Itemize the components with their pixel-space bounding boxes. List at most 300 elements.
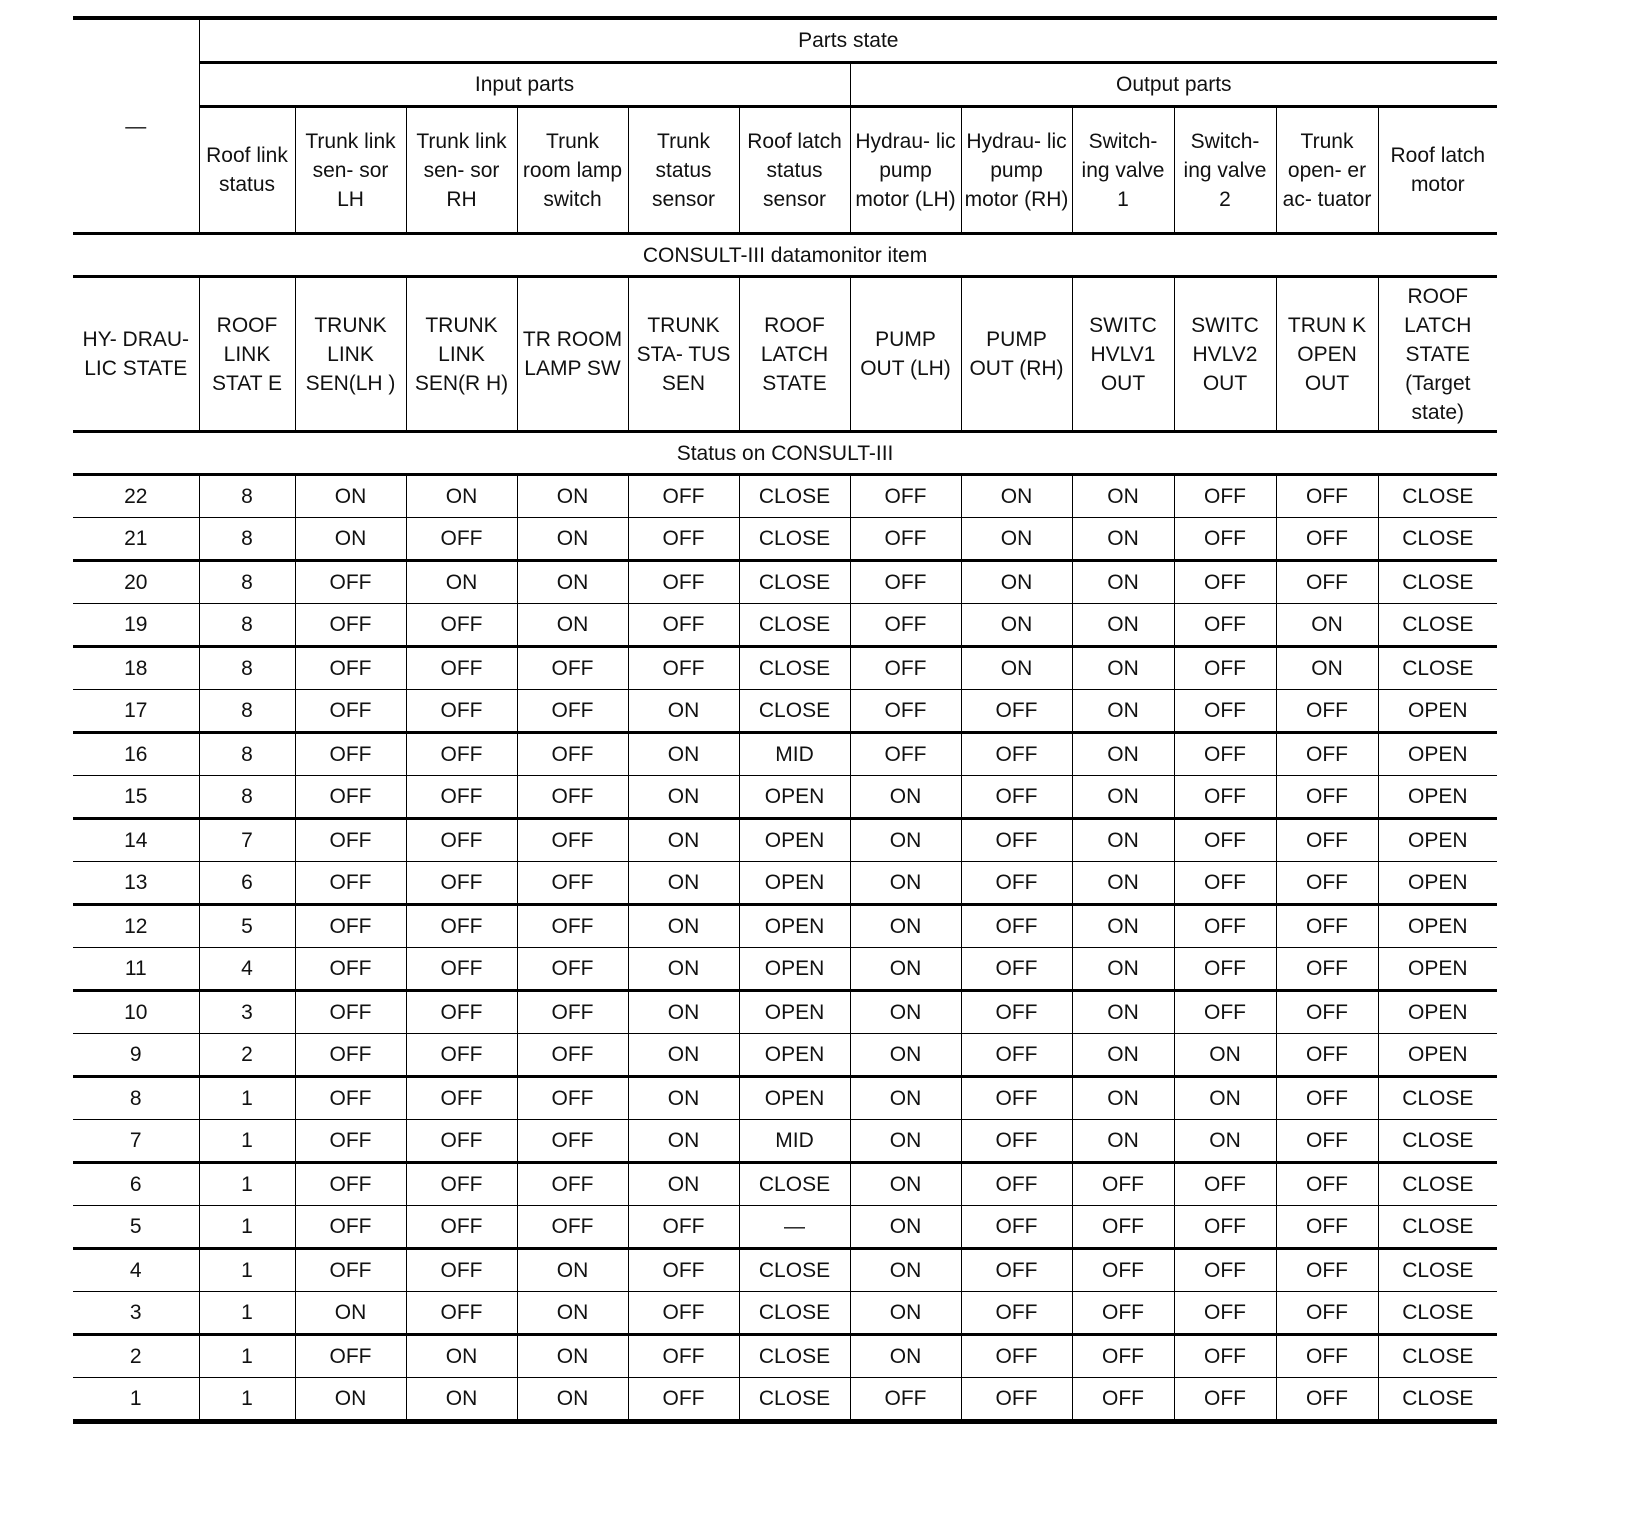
status-cell: CLOSE bbox=[739, 518, 850, 561]
status-cell: OPEN bbox=[1378, 948, 1497, 991]
status-cell: OFF bbox=[1276, 561, 1378, 604]
status-cell: 1 bbox=[199, 1249, 295, 1292]
part-name-header: Trunk link sen- sor LH bbox=[295, 107, 406, 234]
status-cell: OPEN bbox=[1378, 1034, 1497, 1077]
part-name-header: Roof latch motor bbox=[1378, 107, 1497, 234]
status-cell: ON bbox=[961, 518, 1072, 561]
status-cell: OPEN bbox=[739, 905, 850, 948]
status-cell: CLOSE bbox=[739, 1249, 850, 1292]
status-cell: ON bbox=[1072, 1120, 1174, 1163]
status-section-label: Status on CONSULT-III bbox=[73, 432, 1497, 475]
table-row bbox=[73, 1378, 1497, 1422]
status-cell: CLOSE bbox=[739, 561, 850, 604]
part-name-header: Trunk room lamp switch bbox=[517, 107, 628, 234]
status-cell: CLOSE bbox=[1378, 1163, 1497, 1206]
status-cell: OFF bbox=[295, 647, 406, 690]
status-cell: CLOSE bbox=[739, 475, 850, 518]
status-cell: CLOSE bbox=[1378, 1120, 1497, 1163]
status-cell: OFF bbox=[517, 1120, 628, 1163]
status-cell: ON bbox=[406, 475, 517, 518]
status-cell: OFF bbox=[1276, 1378, 1378, 1422]
status-cell: CLOSE bbox=[739, 1335, 850, 1378]
status-cell: OFF bbox=[406, 862, 517, 905]
status-cell: ON bbox=[628, 991, 739, 1034]
status-cell: ON bbox=[517, 604, 628, 647]
status-cell: OFF bbox=[1174, 1163, 1276, 1206]
status-cell: OFF bbox=[1276, 1034, 1378, 1077]
table-row bbox=[73, 1335, 1497, 1378]
status-cell: OPEN bbox=[739, 819, 850, 862]
status-cell: OFF bbox=[850, 690, 961, 733]
hydraulic-state-cell: 15 bbox=[73, 776, 199, 819]
status-cell: OFF bbox=[1072, 1292, 1174, 1335]
status-cell: OFF bbox=[517, 1163, 628, 1206]
status-cell: OFF bbox=[1174, 518, 1276, 561]
status-cell: OFF bbox=[961, 1292, 1072, 1335]
status-cell: CLOSE bbox=[1378, 475, 1497, 518]
output-parts-header: Output parts bbox=[850, 63, 1497, 107]
hydraulic-state-cell: 17 bbox=[73, 690, 199, 733]
status-cell: OFF bbox=[961, 1206, 1072, 1249]
status-cell: OFF bbox=[961, 819, 1072, 862]
table-row bbox=[73, 561, 1497, 604]
status-cell: OFF bbox=[517, 862, 628, 905]
status-cell: OFF bbox=[406, 1292, 517, 1335]
datamonitor-item-header: TRUNK LINK SEN(R H) bbox=[406, 277, 517, 432]
status-cell: OFF bbox=[1276, 1163, 1378, 1206]
hydraulic-state-cell: 20 bbox=[73, 561, 199, 604]
status-cell: ON bbox=[628, 819, 739, 862]
status-cell: OFF bbox=[406, 1077, 517, 1120]
status-cell: OFF bbox=[295, 733, 406, 776]
hydraulic-state-cell: 6 bbox=[73, 1163, 199, 1206]
status-cell: ON bbox=[517, 518, 628, 561]
status-cell: OFF bbox=[850, 733, 961, 776]
status-cell: 1 bbox=[199, 1206, 295, 1249]
status-cell: OFF bbox=[1276, 1335, 1378, 1378]
status-cell: OFF bbox=[406, 1034, 517, 1077]
status-cell: 8 bbox=[199, 561, 295, 604]
status-cell: CLOSE bbox=[1378, 1335, 1497, 1378]
status-cell: OFF bbox=[1276, 690, 1378, 733]
status-cell: ON bbox=[406, 1335, 517, 1378]
status-cell: OFF bbox=[406, 776, 517, 819]
status-cell: OFF bbox=[1276, 733, 1378, 776]
status-cell: OPEN bbox=[739, 1034, 850, 1077]
status-cell: CLOSE bbox=[1378, 1077, 1497, 1120]
status-cell: OFF bbox=[1174, 1335, 1276, 1378]
status-cell: 8 bbox=[199, 604, 295, 647]
status-cell: OPEN bbox=[1378, 776, 1497, 819]
status-cell: ON bbox=[1072, 1034, 1174, 1077]
status-cell: ON bbox=[295, 518, 406, 561]
table-row bbox=[73, 733, 1497, 776]
status-cell: OFF bbox=[295, 1206, 406, 1249]
status-cell: OPEN bbox=[739, 862, 850, 905]
part-name-header: Hydrau- lic pump motor (LH) bbox=[850, 107, 961, 234]
status-cell: OFF bbox=[406, 1163, 517, 1206]
status-cell: ON bbox=[850, 1249, 961, 1292]
status-cell: OFF bbox=[850, 604, 961, 647]
status-cell: ON bbox=[517, 1335, 628, 1378]
status-cell: ON bbox=[850, 1120, 961, 1163]
status-cell: OFF bbox=[1072, 1249, 1174, 1292]
status-cell: CLOSE bbox=[739, 647, 850, 690]
status-cell: OFF bbox=[628, 1335, 739, 1378]
hydraulic-state-cell: 7 bbox=[73, 1120, 199, 1163]
status-cell: OFF bbox=[406, 819, 517, 862]
hydraulic-state-table-container bbox=[73, 16, 1497, 1424]
status-cell: 1 bbox=[199, 1077, 295, 1120]
status-cell: OFF bbox=[628, 561, 739, 604]
part-name-header: Trunk link sen- sor RH bbox=[406, 107, 517, 234]
status-cell: CLOSE bbox=[1378, 1206, 1497, 1249]
status-cell: OFF bbox=[295, 561, 406, 604]
status-cell: ON bbox=[628, 1034, 739, 1077]
status-cell: ON bbox=[850, 1077, 961, 1120]
status-cell: ON bbox=[628, 1077, 739, 1120]
status-cell: ON bbox=[517, 1249, 628, 1292]
status-cell: OFF bbox=[961, 1120, 1072, 1163]
datamonitor-section-label: CONSULT-III datamonitor item bbox=[73, 234, 1497, 277]
corner-cell: — bbox=[73, 18, 199, 234]
input-parts-header: Input parts bbox=[199, 63, 850, 107]
status-cell: MID bbox=[739, 733, 850, 776]
status-cell: OFF bbox=[1276, 905, 1378, 948]
status-cell: CLOSE bbox=[1378, 518, 1497, 561]
status-cell: CLOSE bbox=[1378, 604, 1497, 647]
status-cell: OFF bbox=[1174, 1206, 1276, 1249]
status-cell: OFF bbox=[295, 1120, 406, 1163]
status-cell: OFF bbox=[1072, 1335, 1174, 1378]
status-cell: OFF bbox=[1174, 690, 1276, 733]
status-cell: OFF bbox=[1174, 733, 1276, 776]
status-cell: OFF bbox=[628, 1378, 739, 1422]
status-cell: OFF bbox=[961, 690, 1072, 733]
hydraulic-state-cell: 21 bbox=[73, 518, 199, 561]
status-cell: OFF bbox=[1276, 776, 1378, 819]
status-cell: OFF bbox=[961, 991, 1072, 1034]
status-cell: 8 bbox=[199, 776, 295, 819]
status-cell: OFF bbox=[1174, 647, 1276, 690]
status-cell: OFF bbox=[961, 1335, 1072, 1378]
status-cell: OFF bbox=[1174, 905, 1276, 948]
status-cell: ON bbox=[961, 604, 1072, 647]
status-cell: OFF bbox=[1174, 1292, 1276, 1335]
hydraulic-state-cell: 4 bbox=[73, 1249, 199, 1292]
status-cell: OPEN bbox=[1378, 862, 1497, 905]
status-cell: OFF bbox=[628, 518, 739, 561]
status-cell: ON bbox=[1072, 475, 1174, 518]
status-cell: OPEN bbox=[739, 1077, 850, 1120]
status-cell: OFF bbox=[406, 1249, 517, 1292]
status-cell: ON bbox=[1072, 561, 1174, 604]
status-cell: OFF bbox=[961, 948, 1072, 991]
datamonitor-item-header: TRUNK LINK SEN(LH ) bbox=[295, 277, 406, 432]
status-cell: 5 bbox=[199, 905, 295, 948]
status-cell: OFF bbox=[850, 475, 961, 518]
status-cell: OFF bbox=[295, 690, 406, 733]
hydraulic-state-cell: 10 bbox=[73, 991, 199, 1034]
hydraulic-state-cell: 14 bbox=[73, 819, 199, 862]
status-cell: ON bbox=[850, 1292, 961, 1335]
datamonitor-item-header: SWITC HVLV1 OUT bbox=[1072, 277, 1174, 432]
status-cell: ON bbox=[406, 1378, 517, 1422]
status-cell: ON bbox=[628, 776, 739, 819]
status-cell: ON bbox=[628, 948, 739, 991]
table-row bbox=[73, 690, 1497, 733]
status-cell: OFF bbox=[295, 819, 406, 862]
status-cell: 1 bbox=[199, 1120, 295, 1163]
status-cell: OFF bbox=[1174, 862, 1276, 905]
part-name-header: Switch- ing valve 1 bbox=[1072, 107, 1174, 234]
table-row bbox=[73, 991, 1497, 1034]
status-cell: OFF bbox=[406, 991, 517, 1034]
status-cell: CLOSE bbox=[739, 1292, 850, 1335]
part-name-header: Roof link status bbox=[199, 107, 295, 234]
status-cell: 1 bbox=[199, 1378, 295, 1422]
status-cell: ON bbox=[1174, 1120, 1276, 1163]
status-cell: OPEN bbox=[1378, 905, 1497, 948]
status-cell: OFF bbox=[1174, 475, 1276, 518]
table-row bbox=[73, 1120, 1497, 1163]
status-cell: OPEN bbox=[739, 991, 850, 1034]
part-name-header: Switch- ing valve 2 bbox=[1174, 107, 1276, 234]
status-cell: ON bbox=[850, 819, 961, 862]
status-cell: 8 bbox=[199, 733, 295, 776]
hydraulic-state-cell: 13 bbox=[73, 862, 199, 905]
status-cell: 8 bbox=[199, 647, 295, 690]
status-cell: OFF bbox=[628, 475, 739, 518]
status-cell: — bbox=[739, 1206, 850, 1249]
status-cell: ON bbox=[1072, 862, 1174, 905]
status-cell: OFF bbox=[295, 1163, 406, 1206]
status-cell: OFF bbox=[961, 1163, 1072, 1206]
status-cell: OFF bbox=[406, 604, 517, 647]
hydraulic-state-cell: 12 bbox=[73, 905, 199, 948]
hydraulic-state-cell: 22 bbox=[73, 475, 199, 518]
status-cell: OFF bbox=[850, 561, 961, 604]
status-cell: OFF bbox=[1174, 991, 1276, 1034]
table-row bbox=[73, 1034, 1497, 1077]
status-cell: OFF bbox=[406, 1206, 517, 1249]
datamonitor-item-header: TRUNK STA- TUS SEN bbox=[628, 277, 739, 432]
parts-state-header: Parts state bbox=[199, 18, 1497, 63]
hydraulic-state-cell: 16 bbox=[73, 733, 199, 776]
status-cell: OFF bbox=[517, 776, 628, 819]
status-cell: OPEN bbox=[1378, 690, 1497, 733]
status-cell: OFF bbox=[1174, 604, 1276, 647]
table-row bbox=[73, 475, 1497, 518]
status-cell: OFF bbox=[517, 1034, 628, 1077]
status-cell: OFF bbox=[406, 518, 517, 561]
status-cell: OFF bbox=[295, 1034, 406, 1077]
status-cell: 1 bbox=[199, 1163, 295, 1206]
status-cell: ON bbox=[850, 776, 961, 819]
status-cell: CLOSE bbox=[1378, 1378, 1497, 1422]
status-cell: ON bbox=[1276, 647, 1378, 690]
status-cell: ON bbox=[961, 475, 1072, 518]
status-cell: ON bbox=[628, 905, 739, 948]
status-cell: OFF bbox=[295, 604, 406, 647]
status-cell: OFF bbox=[850, 1378, 961, 1422]
status-cell: OFF bbox=[961, 733, 1072, 776]
status-cell: OFF bbox=[1276, 991, 1378, 1034]
status-cell: OFF bbox=[1276, 1206, 1378, 1249]
status-cell: OFF bbox=[628, 1206, 739, 1249]
status-cell: ON bbox=[961, 561, 1072, 604]
hydraulic-state-cell: 11 bbox=[73, 948, 199, 991]
status-cell: OPEN bbox=[1378, 819, 1497, 862]
hydraulic-state-cell: 19 bbox=[73, 604, 199, 647]
status-cell: CLOSE bbox=[739, 604, 850, 647]
table-row bbox=[73, 604, 1497, 647]
status-cell: ON bbox=[1072, 991, 1174, 1034]
status-cell: OPEN bbox=[739, 948, 850, 991]
datamonitor-item-header: SWITC HVLV2 OUT bbox=[1174, 277, 1276, 432]
status-cell: OFF bbox=[406, 948, 517, 991]
table-row bbox=[73, 819, 1497, 862]
status-cell: ON bbox=[850, 905, 961, 948]
status-cell: OFF bbox=[517, 948, 628, 991]
status-cell: OFF bbox=[1276, 1120, 1378, 1163]
status-cell: OFF bbox=[961, 905, 1072, 948]
status-cell: ON bbox=[406, 561, 517, 604]
status-cell: 8 bbox=[199, 690, 295, 733]
datamonitor-item-header: HY- DRAU- LIC STATE bbox=[73, 277, 199, 432]
status-cell: OFF bbox=[1276, 862, 1378, 905]
status-cell: OFF bbox=[406, 690, 517, 733]
status-cell: 8 bbox=[199, 518, 295, 561]
table-row bbox=[73, 1163, 1497, 1206]
status-cell: OFF bbox=[295, 862, 406, 905]
status-cell: ON bbox=[1072, 776, 1174, 819]
status-cell: OFF bbox=[295, 948, 406, 991]
table-row bbox=[73, 776, 1497, 819]
table-row bbox=[73, 518, 1497, 561]
table-row bbox=[73, 905, 1497, 948]
status-cell: OFF bbox=[1174, 948, 1276, 991]
status-cell: CLOSE bbox=[1378, 1249, 1497, 1292]
status-cell: OFF bbox=[1072, 1206, 1174, 1249]
status-cell: ON bbox=[850, 862, 961, 905]
status-cell: OFF bbox=[406, 647, 517, 690]
status-cell: OFF bbox=[517, 690, 628, 733]
status-cell: ON bbox=[1174, 1034, 1276, 1077]
status-cell: CLOSE bbox=[739, 1163, 850, 1206]
status-cell: CLOSE bbox=[739, 690, 850, 733]
status-cell: OFF bbox=[1072, 1378, 1174, 1422]
status-cell: ON bbox=[295, 1378, 406, 1422]
status-cell: OFF bbox=[1276, 1249, 1378, 1292]
status-cell: OFF bbox=[961, 1249, 1072, 1292]
status-cell: 1 bbox=[199, 1335, 295, 1378]
status-cell: OFF bbox=[1276, 819, 1378, 862]
status-cell: OFF bbox=[961, 1077, 1072, 1120]
status-cell: OFF bbox=[628, 1292, 739, 1335]
status-cell: OFF bbox=[961, 1378, 1072, 1422]
status-cell: ON bbox=[1072, 733, 1174, 776]
status-cell: OFF bbox=[1174, 1249, 1276, 1292]
status-cell: OFF bbox=[406, 1120, 517, 1163]
status-cell: OFF bbox=[628, 604, 739, 647]
table-row bbox=[73, 862, 1497, 905]
hydraulic-state-cell: 5 bbox=[73, 1206, 199, 1249]
status-cell: ON bbox=[628, 733, 739, 776]
status-cell: CLOSE bbox=[1378, 1292, 1497, 1335]
table-row bbox=[73, 647, 1497, 690]
status-cell: OFF bbox=[1276, 518, 1378, 561]
status-cell: OFF bbox=[517, 733, 628, 776]
datamonitor-item-header: ROOF LATCH STATE (Target state) bbox=[1378, 277, 1497, 432]
datamonitor-item-header: ROOF LATCH STATE bbox=[739, 277, 850, 432]
hydraulic-state-table bbox=[73, 16, 1497, 1424]
status-cell: ON bbox=[850, 948, 961, 991]
status-cell: OFF bbox=[1276, 1292, 1378, 1335]
status-cell: OFF bbox=[1276, 948, 1378, 991]
status-cell: ON bbox=[1072, 905, 1174, 948]
datamonitor-item-header: TR ROOM LAMP SW bbox=[517, 277, 628, 432]
status-cell: ON bbox=[295, 475, 406, 518]
status-cell: MID bbox=[739, 1120, 850, 1163]
status-cell: OFF bbox=[406, 733, 517, 776]
datamonitor-item-header: PUMP OUT (RH) bbox=[961, 277, 1072, 432]
hydraulic-state-cell: 9 bbox=[73, 1034, 199, 1077]
status-cell: ON bbox=[850, 1335, 961, 1378]
status-cell: OFF bbox=[961, 1034, 1072, 1077]
datamonitor-item-header: ROOF LINK STAT E bbox=[199, 277, 295, 432]
datamonitor-item-header: TRUN K OPEN OUT bbox=[1276, 277, 1378, 432]
status-cell: OFF bbox=[1174, 561, 1276, 604]
status-cell: OFF bbox=[961, 862, 1072, 905]
hydraulic-state-cell: 3 bbox=[73, 1292, 199, 1335]
status-cell: CLOSE bbox=[1378, 561, 1497, 604]
status-cell: OPEN bbox=[1378, 991, 1497, 1034]
status-cell: 6 bbox=[199, 862, 295, 905]
status-cell: ON bbox=[517, 561, 628, 604]
hydraulic-state-cell: 2 bbox=[73, 1335, 199, 1378]
status-cell: OPEN bbox=[1378, 733, 1497, 776]
status-cell: OFF bbox=[295, 905, 406, 948]
status-cell: OFF bbox=[628, 647, 739, 690]
status-cell: ON bbox=[517, 475, 628, 518]
status-cell: OFF bbox=[1072, 1163, 1174, 1206]
status-cell: ON bbox=[295, 1292, 406, 1335]
table-row bbox=[73, 1077, 1497, 1120]
status-cell: ON bbox=[850, 1206, 961, 1249]
status-cell: 3 bbox=[199, 991, 295, 1034]
status-cell: ON bbox=[1072, 604, 1174, 647]
part-name-header: Hydrau- lic pump motor (RH) bbox=[961, 107, 1072, 234]
status-cell: OFF bbox=[517, 819, 628, 862]
hydraulic-state-cell: 8 bbox=[73, 1077, 199, 1120]
status-cell: OFF bbox=[961, 776, 1072, 819]
status-cell: 2 bbox=[199, 1034, 295, 1077]
status-cell: ON bbox=[1072, 819, 1174, 862]
status-cell: OFF bbox=[406, 905, 517, 948]
status-cell: OFF bbox=[295, 991, 406, 1034]
status-cell: OFF bbox=[295, 776, 406, 819]
status-cell: ON bbox=[517, 1292, 628, 1335]
status-cell: ON bbox=[517, 1378, 628, 1422]
status-cell: OFF bbox=[517, 647, 628, 690]
status-cell: ON bbox=[1276, 604, 1378, 647]
status-cell: ON bbox=[850, 991, 961, 1034]
datamonitor-item-header: PUMP OUT (LH) bbox=[850, 277, 961, 432]
status-cell: ON bbox=[1072, 647, 1174, 690]
status-cell: 4 bbox=[199, 948, 295, 991]
hydraulic-state-cell: 18 bbox=[73, 647, 199, 690]
